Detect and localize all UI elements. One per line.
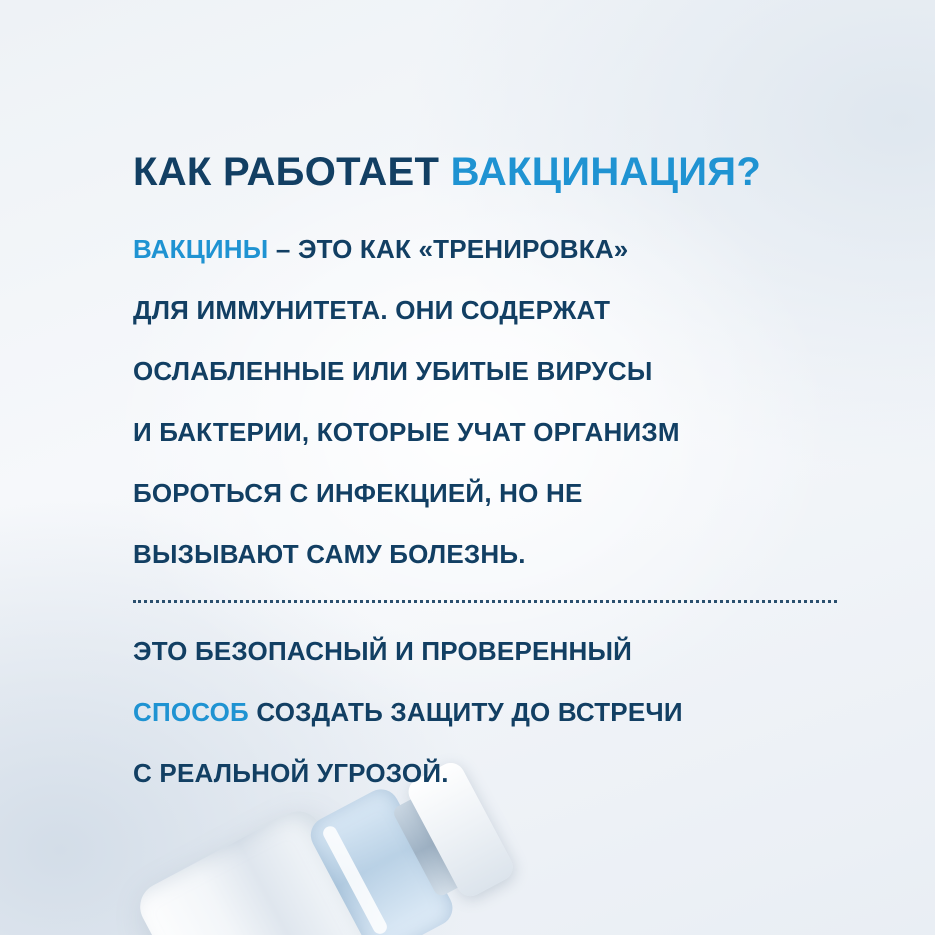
paragraph-vaccines xyxy=(133,232,680,598)
headline-text: КАК РАБОТАЕТ xyxy=(133,150,451,194)
paragraph1-line5: БОРОТЬСЯ С ИНФЕКЦИЕЙ, НО НЕ xyxy=(133,478,583,508)
paragraph1-line1-rest: – ЭТО КАК «ТРЕНИРОВКА» xyxy=(268,234,629,264)
paragraph2-line1: ЭТО БЕЗОПАСНЫЙ И ПРОВЕРЕННЫЙ xyxy=(133,636,633,666)
headline xyxy=(133,148,853,196)
paragraph1-line1 xyxy=(133,232,680,293)
headline-accent: ВАКЦИНАЦИЯ? xyxy=(450,150,762,194)
paragraph2-line3: С РЕАЛЬНОЙ УГРОЗОЙ. xyxy=(133,758,449,788)
paragraph1-line2: ДЛЯ ИММУНИТЕТА. ОНИ СОДЕРЖАТ xyxy=(133,295,611,325)
paragraph1-line4: И БАКТЕРИИ, КОТОРЫЕ УЧАТ ОРГАНИЗМ xyxy=(133,417,680,447)
paragraph2-line2 xyxy=(133,695,683,756)
dotted-divider xyxy=(133,600,837,603)
vaccines-keyword: ВАКЦИНЫ xyxy=(133,234,269,264)
paragraph2-line2-rest: СОЗДАТЬ ЗАЩИТУ ДО ВСТРЕЧИ xyxy=(248,697,683,727)
paragraph1-line3: ОСЛАБЛЕННЫЕ ИЛИ УБИТЫЕ ВИРУСЫ xyxy=(133,356,653,386)
method-keyword: СПОСОБ xyxy=(133,697,249,727)
paragraph1-line6: ВЫЗЫВАЮТ САМУ БОЛЕЗНЬ. xyxy=(133,539,526,569)
paragraph-method xyxy=(133,634,683,817)
poster-content xyxy=(133,148,853,788)
